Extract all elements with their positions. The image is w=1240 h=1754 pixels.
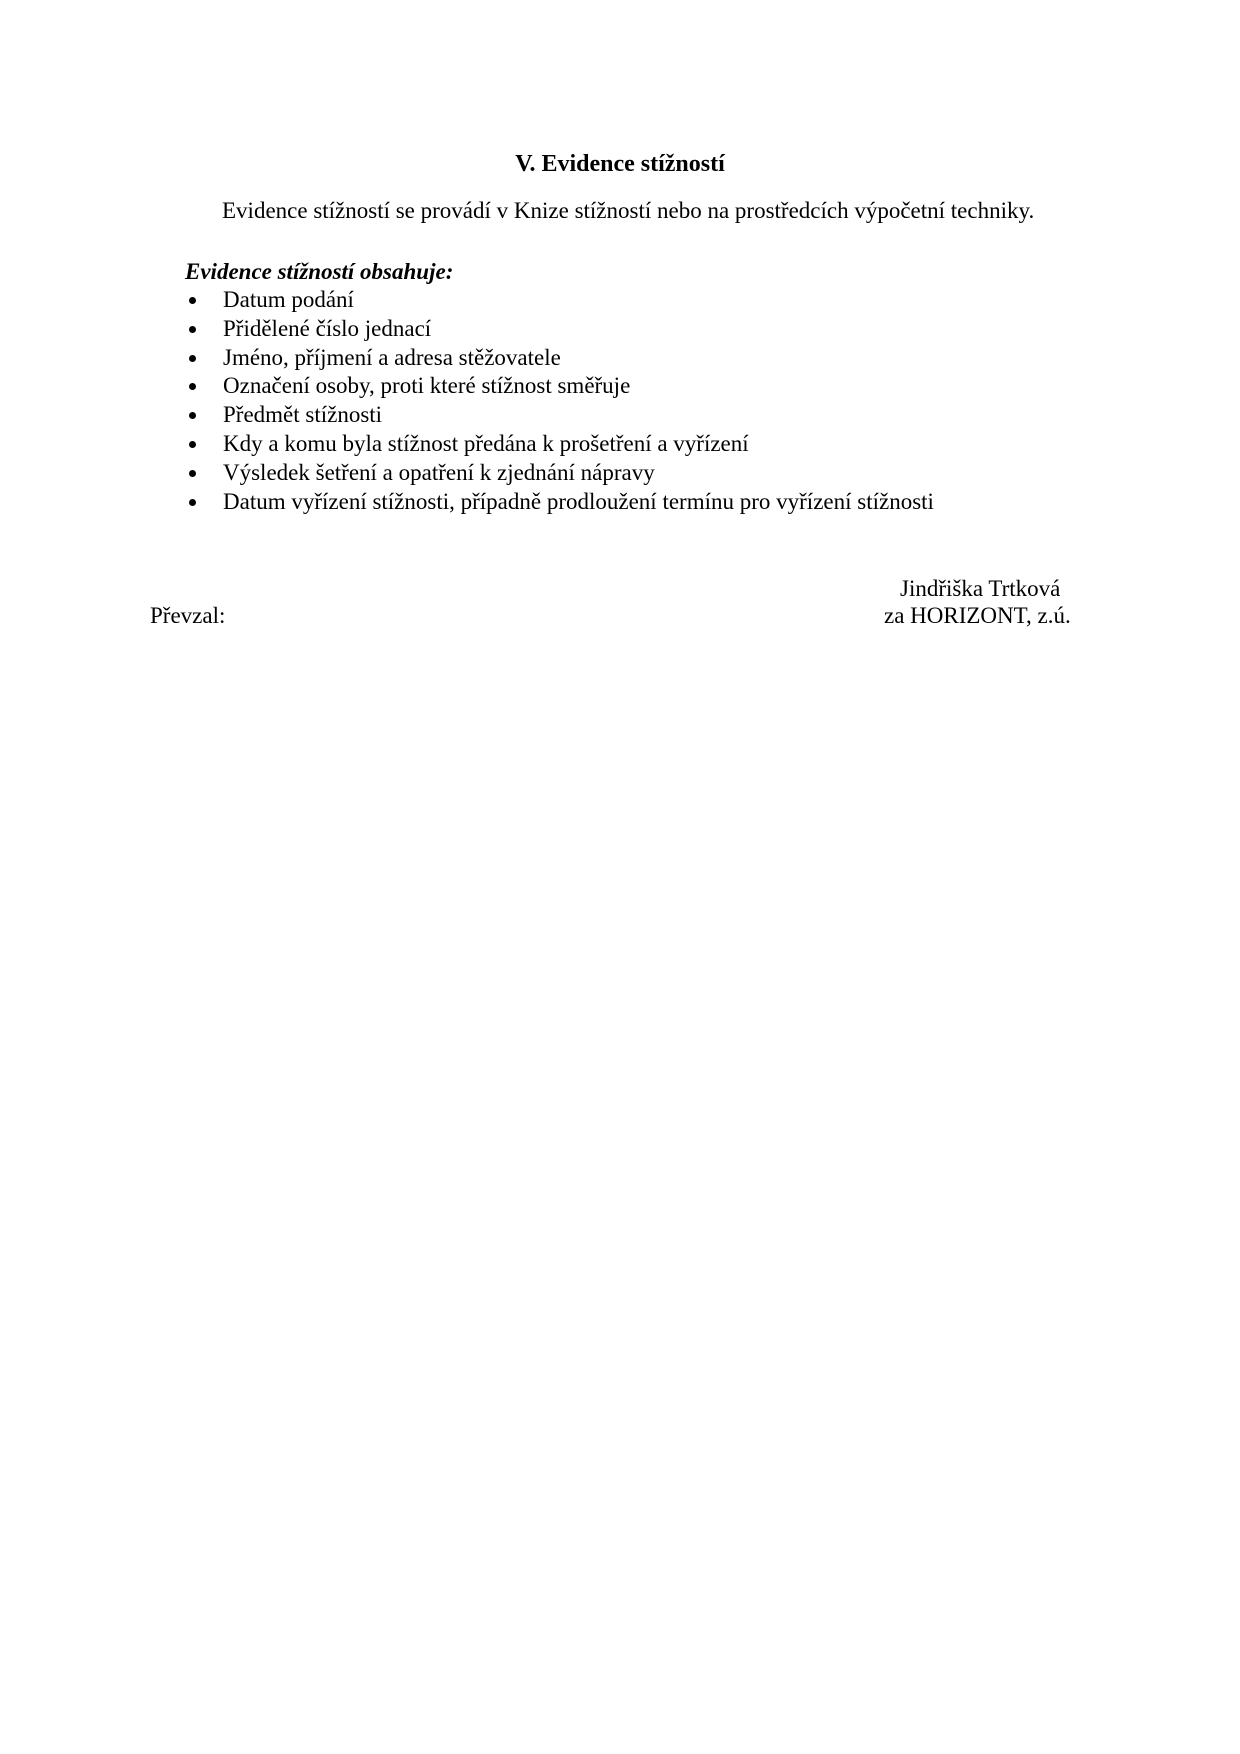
- list-item: [186, 372, 934, 401]
- list-item-text: Výsledek šetření a opatření k zjednání nápravy: [223, 459, 655, 485]
- bullet-icon: [189, 441, 196, 448]
- bullet-icon: [189, 470, 196, 477]
- record-items-list: [186, 286, 934, 516]
- list-item-text: Kdy a komu byla stížnost předána k prošetření a vyřízení: [223, 430, 749, 456]
- bullet-icon: [189, 499, 196, 506]
- section-title-text: V. Evidence stížností: [515, 151, 725, 177]
- list-item: [186, 488, 934, 517]
- received-label: Převzal:: [150, 603, 226, 628]
- list-item-text: Přidělené číslo jednací: [223, 315, 432, 341]
- list-heading: Evidence stížností obsahuje:: [185, 259, 454, 284]
- list-item: [186, 286, 934, 315]
- bullet-icon: [189, 297, 196, 304]
- list-item: [186, 344, 934, 373]
- list-item-text: Předmět stížnosti: [223, 402, 383, 428]
- signer-name: Jindřiška Trtková: [900, 576, 1061, 601]
- signer-organization: za HORIZONT, z.ú.: [884, 603, 1071, 628]
- section-title: [0, 148, 1240, 180]
- list-item: [186, 430, 934, 459]
- list-item: [186, 315, 934, 344]
- bullet-icon: [189, 383, 196, 390]
- bullet-icon: [189, 412, 196, 419]
- list-item-text: Jméno, příjmení a adresa stěžovatele: [223, 344, 561, 370]
- list-item-text: Označení osoby, proti které stížnost směřuje: [223, 373, 631, 399]
- intro-paragraph: Evidence stížností se provádí v Knize stížností nebo na prostředcích výpočetní techniky.: [222, 198, 1035, 223]
- list-item-text: Datum podání: [223, 287, 354, 312]
- bullet-icon: [189, 355, 196, 362]
- list-item: [186, 459, 934, 488]
- list-item: [186, 401, 934, 430]
- bullet-icon: [189, 326, 196, 333]
- list-item-text: Datum vyřízení stížnosti, případně prodloužení termínu pro vyřízení stížnosti: [223, 488, 934, 514]
